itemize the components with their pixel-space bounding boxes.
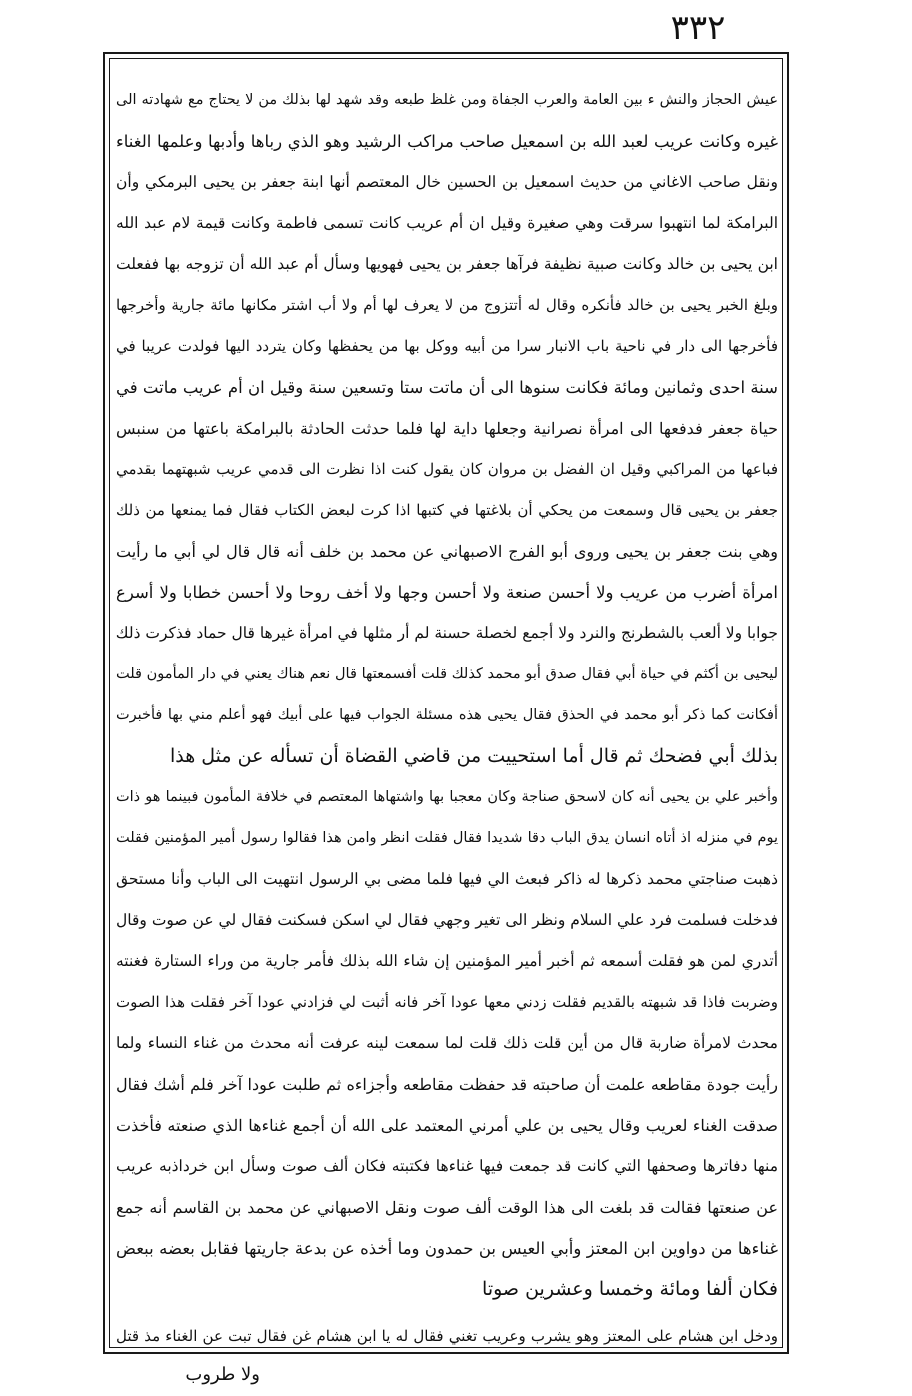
text-line: امرأة أضرب من عريب ولا أحسن صنعة ولا أحسن وجها ولا أخف روحا ولا أحسن خطابا ولا أسرع bbox=[116, 583, 778, 602]
text-line: وأخبر علي بن يحيى أنه كان لاسحق صناجة وكان معجبا بها واشتهاها المعتصم في خلافة المأمون فبينما هو ذات bbox=[116, 789, 778, 805]
page-number: ٣٣٢ bbox=[670, 8, 726, 48]
text-line-short: بذلك أبي فضحك ثم قال أما استحييت من قاضي القضاة أن تسأله عن مثل هذا bbox=[169, 745, 778, 767]
text-line: جوابا ولا ألعب بالشطرنج والنرد ولا أجمع لخصلة حسنة لم أر مثلها في امرأة غيرها قال حماد فذكرت ذلك bbox=[116, 624, 778, 642]
text-line: أفكانت كما ذكر أبو محمد في الحذق فقال يحيى هذه مسئلة الجواب فيها على أبيك فهو أعلم مني بها فأخبرت bbox=[116, 707, 778, 723]
text-line: غناءها من دواوين ابن المعتز وأبي العيس بن حمدون وما أخذه عن بدعة جاريتها فقابل بعضه ببعض bbox=[116, 1239, 778, 1258]
text-line: غيره وكانت عريب لعبد الله بن اسمعيل صاحب مراكب الرشيد وهو الذي رباها وأدبها وعلمها الغناء bbox=[116, 132, 778, 151]
text-line: منها دفاترها وصحفها التي كانت قد جمعت فيها غناءها فكتبته فكان ألف صوت وسأل ابن خرداذبه عريب bbox=[116, 1157, 778, 1175]
text-line: يوم في منزله اذ أتاه انسان يدق الباب دقا شديدا فقال فقلت انظر وامن هذا فقالوا رسول أمير المؤمنين فقلت bbox=[116, 830, 778, 846]
text-line: محدث لامرأة ضاربة قال من أين قلت ذلك قلت لما سمعت لينه عرفت أنه محدث من غناء النساء ولما bbox=[116, 1034, 778, 1052]
text-line: ونقل صاحب الاغاني من حديث اسمعيل بن الحسين خال المعتصم أنها ابنة جعفر بن يحيى البرمكي وأن bbox=[116, 173, 778, 191]
text-line: ابن يحيى بن خالد وكانت صبية نظيفة فرآها جعفر بن يحيى فهويها وسأل أم عبد الله أن تزوجه بها ففعلت bbox=[116, 255, 778, 273]
text-line: فدخلت فسلمت فرد علي السلام ونظر الى تغير وجهي فقال لي اسكن فسكنت فقال لي عن صوت وقال bbox=[116, 911, 778, 929]
text-line: سنة احدى وثمانين ومائة فكانت سنوها الى أن ماتت ستا وتسعين سنة وقيل ان أم عريب ماتت في bbox=[116, 378, 778, 397]
text-line: وهي بنت جعفر بن يحيى وروى أبو الفرج الاصبهاني عن محمد بن خلف أنه قال قال لي أبي ما رأيت bbox=[116, 542, 778, 561]
text-line: حياة جعفر فدفعها الى امرأة نصرانية وجعلها داية لها فلما حدثت الحادثة بالبرامكة باعتها من سنبس bbox=[116, 419, 778, 438]
text-line: رأيت جودة مقاطعه علمت أن صاحبته قد حفظت مقاطعه وأجزاءه ثم طلبت عودا آخر فلم أشك فقال bbox=[116, 1075, 778, 1094]
catchword: ولا طروب bbox=[185, 1364, 260, 1385]
text-line-short: فكان ألفا ومائة وخمسا وعشرين صوتا bbox=[482, 1278, 778, 1300]
text-line: عن صنعتها فقالت قد بلغت الى هذا الوقت ألف صوت ونقل الاصبهاني عن محمد بن القاسم أنه جمع bbox=[116, 1198, 778, 1217]
text-line: عيش الحجاز والنش ء بين العامة والعرب الجفاة ومن غلظ طبعه وقد شهد لها بذلك من لا يحتاج مع شهادته الى bbox=[116, 92, 778, 108]
text-line: وضربت فاذا قد شبهته بالقديم فقلت زدني معها عودا آخر فانه أثبت لي فزادني عودا آخر فقلت هذا الصوت bbox=[116, 993, 778, 1011]
text-line: صدقت الغناء لعريب وقال يحيى بن علي أمرني المعتمد على الله أن أجمع غناءها الذي صنعته فأخذت bbox=[116, 1116, 778, 1135]
text-body bbox=[116, 80, 778, 1345]
text-line: وبلغ الخبر يحيى بن خالد فأنكره وقال له أتتزوج من لا يعرف لها أم ولا أب اشتر مكانها مائة جارية وأخرجها bbox=[116, 296, 778, 314]
text-line: جعفر بن يحيى قال وسمعت من يحكي أن بلاغتها في كتبها اذا كرت لبعض الكتاب فقال فما يمنعها من ذلك bbox=[116, 501, 778, 519]
text-line: فأخرجها الى دار في ناحية باب الانبار سرا من أبيه ووكل بها من يحفظها وكان يتردد اليها فولدت عريبا في bbox=[116, 337, 778, 355]
text-line: أتدري لمن هو فقلت أسمعه ثم أخبر أمير المؤمنين إن شاء الله بذلك فأمر جارية من وراء الستارة فغنته bbox=[116, 952, 778, 970]
text-line: البرامكة لما انتهبوا سرقت وهي صغيرة وقيل ان أم عريب كانت تسمى فاطمة وكانت قيمة لام عبد الله bbox=[116, 214, 778, 232]
text-line: ودخل ابن هشام على المعتز وهو يشرب وعريب تغني فقال له يا ابن هشام غن فقال تبت عن الغناء مذ قتل bbox=[116, 1327, 778, 1345]
text-line: ليحيى بن أكثم في حياة أبي فقال صدق أبو محمد كذلك قلت أفسمعتها قال نعم هناك يعني في دار المأمون قلت bbox=[116, 666, 778, 682]
text-line: ذهبت صناجتي محمد ذكرها له ذاكر فبعث الي فيها فلما مضى بي الرسول انتهيت الى الباب وأنا مستحق bbox=[116, 870, 778, 888]
text-line: فباعها من المراكبي وقيل ان الفضل بن مروان كان يقول كنت اذا نظرت الى قدمي عريب شبهتهما بقدمي bbox=[116, 460, 778, 478]
